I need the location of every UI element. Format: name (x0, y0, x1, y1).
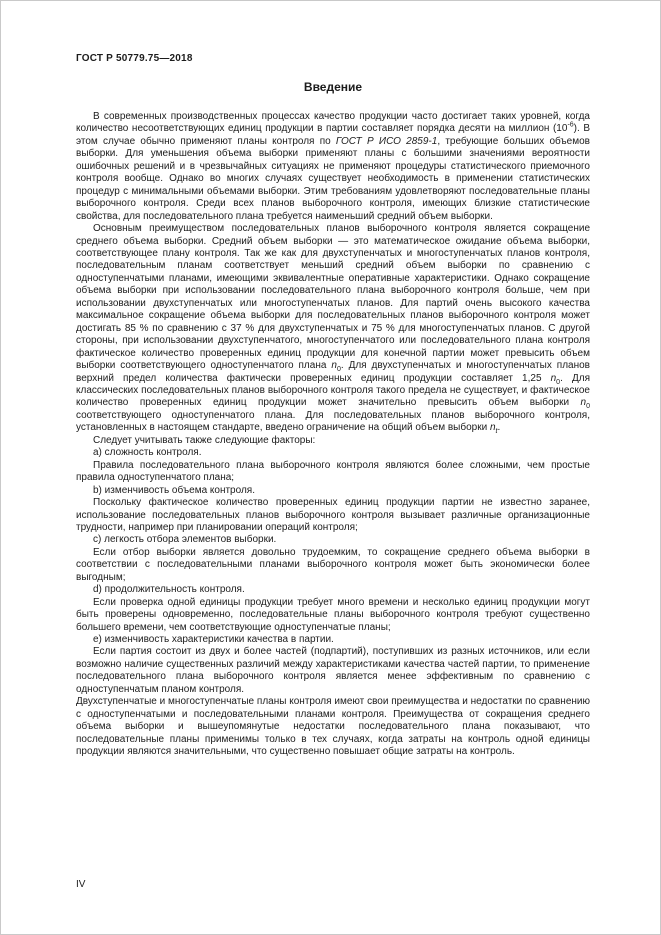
paragraph: Поскольку фактическое количество проверенных единиц продукции партии не известно заранее, использование последовательных планов выборочного контроля вызывает различные организационные трудности, например при планировании операций контроля; (76, 497, 590, 533)
intro-paragraphs (76, 111, 590, 759)
paragraph: Если партия состоит из двух и более частей (подпартий), поступивших из разных источников, или если возможно наличие существенных различий между характеристиками качества частей партии, то применение последовательного плана выборочного контроля является менее эффективным по сравнению с одноступенчатым планом контроля. (76, 646, 590, 695)
page-content (1, 1, 660, 759)
paragraph: e) изменчивость характеристики качества в партии. (93, 634, 334, 646)
paragraph: b) изменчивость объема контроля. (93, 484, 255, 496)
paragraph: a) сложность контроля. (93, 447, 202, 459)
paragraph: В современных производственных процессах качество продукции часто достигает таких уровней, когда количество несоответствующих единиц продукции в партии составляет порядка десяти на миллион $(10^{-6})$. В этом случае обычно применяют планы контроля по ГОСТ Р ИСО 2859-1, требующие больших объемов выборки. Для уменьшения объема выборки применяют планы с большими значениями вероятности ошибочных решений и в чрезвычайных ситуациях не применяют процедуры статистического приемочного контроля вообще. Однако во многих случаях существует необходимость в применении статистических процедур с минимальными объемами выборки. Этим требованиям удовлетворяют последовательные планы выборочного контроля. Среди всех планов выборочного контроля, имеющих близкие статистические свойства, для последовательного плана требуется наименьший средний объем выборки. (76, 111, 591, 222)
paragraph: Основным преимуществом последовательных планов выборочного контроля является сокращение среднего объема выборки. Средний объем выборки — это математическое ожидание объема выборки, соответствующее плану контроля. Так же как для двухступенчатых и многоступенчатых планов контроля, последовательным планам соответствует меньший средний объем выборки по сравнению с одноступенчатыми планами, имеющими эквивалентные оперативные характеристики. Однако сокращение объема выборки при использовании последовательного плана выборочного контроля больше, чем при использовании двухступенчатых или многоступенчатых планов. Для партий очень высокого качества максимальное сокращение объема выборки для последовательных планов выборочного контроля может достигать 85 % по сравнению с 37 % для двухступенчатых и 75 % для многоступенчатых планов. С другой стороны, при использовании двухступенчатого, многоступенчатого или последовательного плана контроля фактическое количество проверенных единиц продукции для конечной партии может превысить объем выборки соответствующего одноступенчатого плана $n_0$. Для двухступенчатых и многоступенчатых планов верхний предел количества фактически проверенных единиц продукции составляет 1,25 $n_0$. Для классических последовательных планов выборочного контроля такого предела не существует, и фактическое количество проверенных единиц продукции может значительно превысить объем выборки $n_0$ соответствующего одноступенчатого плана. Для последовательных планов выборочного контроля, установленных в настоящем стандарте, введено ограничение на общий объем выборки $n_t$. (76, 223, 590, 436)
paragraph: Двухступенчатые и многоступенчатые планы контроля имеют свои преимущества и недостатки по сравнению с одноступенчатыми и последовательными планами контроля. Преимущества от сокращения среднего объема выборки и вышеупомянутые недостатки последовательного плана показывают, что последовательные планы применимы только в тех случаях, когда затраты на контроль одной единицы продукции являются значительными, что существенно повышает общие затраты на контроль. (76, 696, 590, 758)
paragraph: c) легкость отбора элементов выборки. (93, 534, 277, 546)
page-title: Введение (303, 80, 363, 94)
paragraph: d) продолжительность контроля. (93, 584, 245, 596)
paragraph: Если проверка одной единицы продукции требует много времени и несколько единиц продукции могут быть проверены одновременно, последовательные планы выборочного контроля требуют существенно большего времени, чем соответствующие одноступенчатые планы; (76, 596, 590, 633)
paragraph: Следует учитывать также следующие факторы: (93, 434, 316, 446)
page-number: IV (76, 879, 86, 890)
paragraph: Правила последовательного плана выборочного контроля являются более сложными, чем простые правила одноступенчатого плана; (76, 459, 590, 484)
paragraph: Если отбор выборки является довольно трудоемким, то сокращение среднего объема выборки в соответствии с последовательными планами выборочного контроля может быть экономически более выгодным; (76, 546, 590, 583)
document-code: ГОСТ Р 50779.75—2018 (76, 53, 193, 64)
